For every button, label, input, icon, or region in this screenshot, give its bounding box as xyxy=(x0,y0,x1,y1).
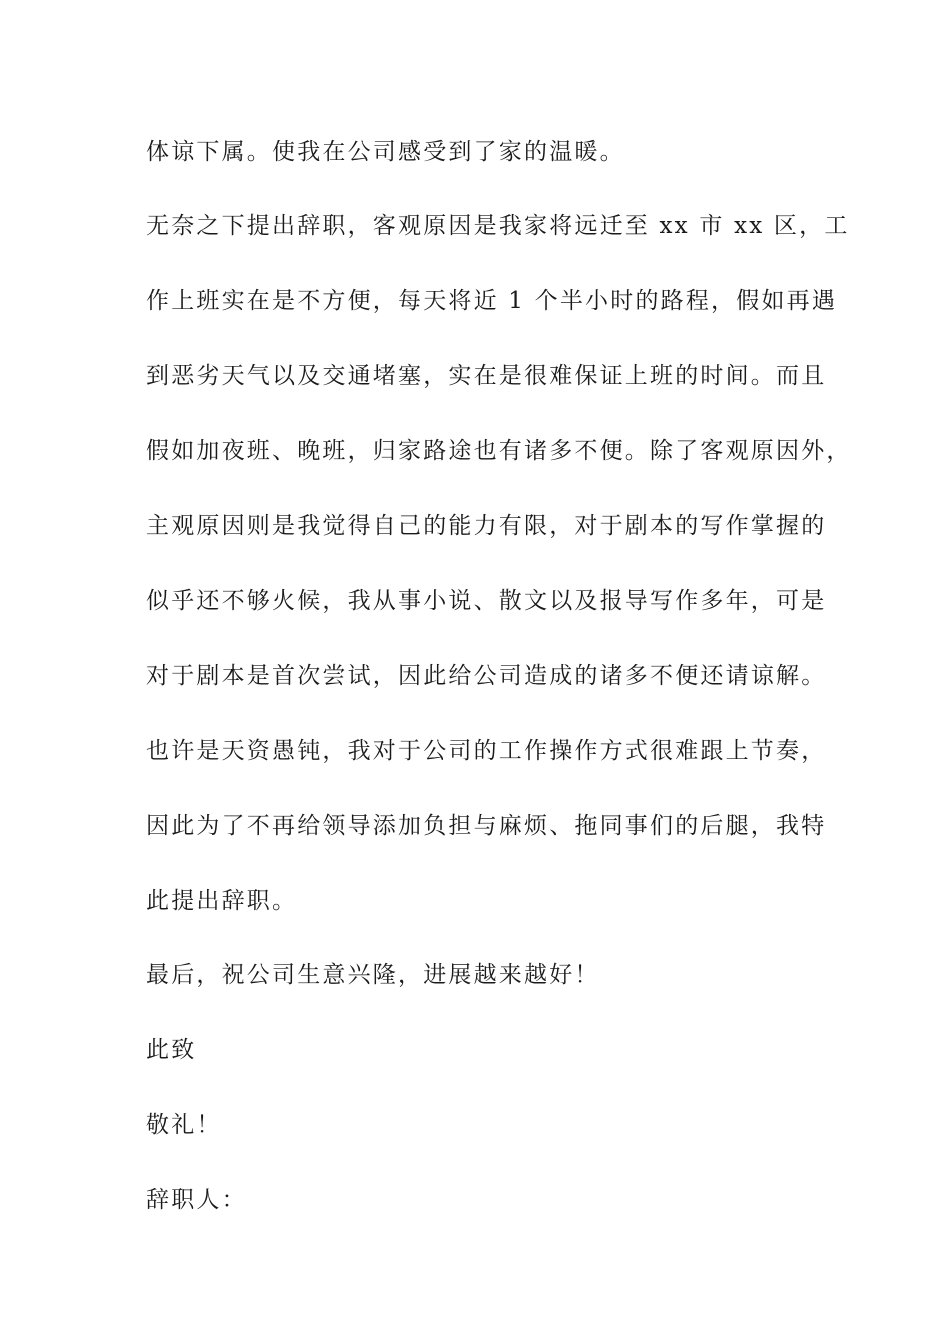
salutation-line: 此致 xyxy=(146,1037,197,1063)
body-text-line: 假如加夜班、晚班，归家路途也有诸多不便。除了客观原因外， xyxy=(146,438,852,464)
body-text-line: 对于剧本是首次尝试，因此给公司造成的诸多不便还请谅解。 xyxy=(146,663,827,689)
body-text-line: 也许是天资愚钝，我对于公司的工作操作方式很难跟上节奏， xyxy=(146,738,827,764)
closing-wish: 最后，祝公司生意兴隆，进展越来越好！ xyxy=(146,962,600,988)
signature-label: 辞职人： xyxy=(146,1187,247,1213)
body-text-line: 主观原因则是我觉得自己的能力有限，对于剧本的写作掌握的 xyxy=(146,513,827,539)
body-text-line: 此提出辞职。 xyxy=(146,888,298,914)
body-text-line: 体谅下属。使我在公司感受到了家的温暖。 xyxy=(146,139,625,165)
body-text-line: 作上班实在是不方便，每天将近 1 个半小时的路程，假如再遇 xyxy=(146,288,838,314)
body-text-line: 无奈之下提出辞职，客观原因是我家将远迁至 xx 市 xx 区，工 xyxy=(146,213,850,239)
salutation-regards: 敬礼！ xyxy=(146,1112,222,1138)
body-text-line: 到恶劣天气以及交通堵塞，实在是很难保证上班的时间。而且 xyxy=(146,363,827,389)
body-text-line: 因此为了不再给领导添加负担与麻烦、拖同事们的后腿，我特 xyxy=(146,813,827,839)
body-text-line: 似乎还不够火候，我从事小说、散文以及报导写作多年，可是 xyxy=(146,588,827,614)
